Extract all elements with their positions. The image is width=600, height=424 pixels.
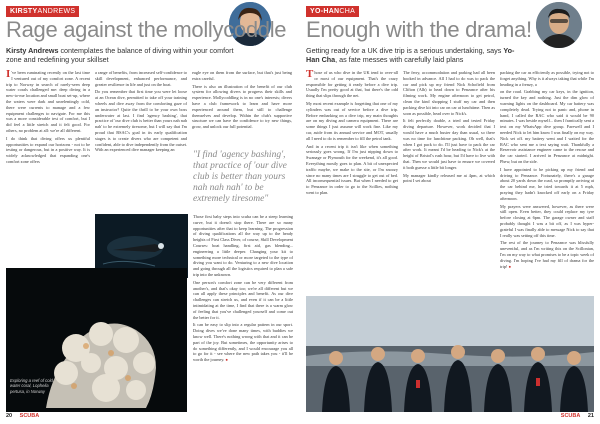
end-mark-icon: ●: [224, 357, 229, 363]
paragraph: a range of benefits, from increased self-confidence to skill development, enhanced performance, and greater resilience in life and just on the boat.: [95, 70, 187, 87]
page-footer-right: [561, 413, 594, 420]
divers-group-icon: [306, 296, 594, 412]
paragraph: I do think that diving offers us plentiful opportunities to expand our horizons - not to be testing or dangerous, but in a positive way. It is widely acknowledged that expanding one's comfort zone offers: [6, 135, 90, 164]
paragraph: My most recent example is forgetting that one of my cylinders was out of service before a dive trip. Before embarking on a dive trip, my main thoughts are on my diving and camera equipment. There are some things I just assume will work fine. Like my car, aside from its annual service and MOT, usually all I need to do is remember to fill the petrol tank.: [306, 100, 398, 141]
dropcap: I: [6, 70, 11, 80]
dropcap: T: [306, 70, 314, 80]
standfirst-author: Yo-Han Cha: [306, 46, 515, 65]
magazine-name-left: SCUBA: [19, 413, 40, 419]
paragraph: The ferry, accommodation and parking had all been booked in advance. All I had to do was to pack the car and pick up my friend Nick Schofield from Clifton (Alb) to head down to Penzance after his filming work. My engine afternoon to get petrol, clean the kind shopping I stuff my car and then packing dive kit into car on car at lunchtime. Then as soon as possible, head over to Nick's.: [403, 70, 495, 116]
paragraph: My manager kindly released me at 4pm, at which point I set about: [403, 172, 495, 184]
paragraph: Those first baby steps into scuba can be a steep learning curve, but it doesn't stop there. There are so many opportunities after that to keep learning. The progression of diving qualifications all the way up to the heady heights of First Class Diver, of course, Skill Development Courses: boat handling, first aid, gas blending... engineering a little deeper. Changing your kit to something more technical or more targeted to the type of diving you want to do. Venturing to a new dive location and going through all the logistics required to plan a safe trip into the unknown.: [193, 214, 293, 277]
photo-caption-left: Exploring a reef of cold water coral, Lophelia pertusa, in Norway: [10, 378, 53, 394]
paragraph: Those of us who dive in the UK tend to over-all or most of our equipment. That's the crazy responsible for getting it ready before a dive trip. Usually I'm pretty good at that, but there's the odd thing that slips through the net.: [306, 70, 398, 99]
paragraph: There is also an illustration of the benefit of our club system for allowing divers to progress their skills and experience. Mollycoddling is in no one's interests; divers have a club framework to learn and have more experienced around them, but still to challenge themselves and develop. Within the club's supportive structure we can have the confidence to try new things, grow, and unlock our full potential.: [192, 83, 292, 130]
paragraph: eagle eye on them from the surface, but that's just being extra careful.: [192, 70, 292, 81]
tag-last-name: CHA: [339, 8, 356, 15]
group-photo: [306, 296, 594, 412]
page-footer-left: [6, 413, 39, 420]
tag-first-name: YO-HAN: [310, 8, 340, 15]
column-4-left: [193, 214, 293, 412]
article-title-left: Rage against the mollycoddle: [6, 17, 287, 42]
column-1-right: [306, 70, 398, 294]
paragraph: And in a recent trip it isn't like when something seriously goes wrong. If I'm just nipping down to Swanage or Plymouth for the weekend, it's all good. Everything mostly goes to plan. A bit of unexpected traffic maybe, we make to the site, or I'm snoozy since no many times are I struggle to get out of bed. All inconsequential issues. But when I needed to get to Penzance in order to go to the Scillies, nothing went to plan.: [306, 143, 398, 195]
column-2-right: [403, 70, 495, 294]
paragraph: My prayers were answered, however, as there were still open. Even better, they could replace my tyre before closing at 6pm. The garage owner and staff probably thought I was a bit off, as I was hyper-grateful I was finally able to message Nick to say that I really was setting off this time.: [500, 203, 594, 238]
paragraph: Do you remember that first time you were let loose at an Ocean dive, permitted to take off your training wheels and dive away from the comforting gaze of an instructor? Quite the thrill to be your own boss underwater at last. I find 'agency bashing', that practice of 'our dive club is better than yours nah nah nah' to be extremely tiresome, but I will say that I'm proud that BSAC's goal in its early qualification stages is to create divers who are competent and confident, able to dive independently from the outset. With an experienced dive manager keeping an: [95, 89, 187, 153]
standfirst-text: contemplates the balance of diving within your comfort zone and redefining your skillset: [6, 46, 234, 65]
column-tag-right: [306, 6, 359, 17]
page-number-left: 20: [6, 413, 13, 419]
author-photo-yohan: [536, 2, 582, 48]
paragraph: One person's comfort zone can be very different from another's, and that's okay too; we're all different but we can all apply these principles and benefit. As our dive challenges can stretch us, and even if it can be a little intimidating at the time, I find that there is a warm glow of feeling that you've challenged yourself and come out the better for it.: [193, 279, 293, 320]
column-2-left: [95, 70, 187, 210]
paragraph: It felt perfectly doable, a tried and tested Friday diving departure. However, work decided that I would have a much busier day than usual, so there was no time for lunchtime packing. Oh well, that's when I got pack to do. I'll just have to pack the car after work. It meant I'd be heading to Nick's at the height of Bristol's rush hour, but I'd have to live with that. Then we would just have to ensure we covered it both guesse a little bit longer.: [403, 118, 495, 170]
paragraph: packing the car as efficiently as possible, trying not to forget anything. Why is it always taking that while I'm heading in a frenzy, a: [500, 70, 594, 87]
tag-last-name: ANDREWS: [37, 8, 76, 15]
page-number-right: 21: [587, 413, 594, 419]
article-title-right: Enough with the drama!: [306, 17, 532, 42]
paragraph: on the road. Grabbing my car keys, in the ignition, turned the key and nothing. Just the dim glow of warning lights on the dashboard. My car battery was completely dead. Trying not to panic and, phone in hand, I called the RAC who said it would be 90 minutes. I was beside myself... then I frantically sent a text on my WhatsApp dive group. Farewell and I needed Nick to let him know I was finally on my way. Nick set off. my battery went and I waited for the RAC who sent me a text saying wait. Thankfully a Reservoir assistance engineer came to the rescue and the car started. I arrived in Penzance at midnight. Phew, but on the side.: [500, 89, 594, 164]
column-3-left: [192, 70, 292, 146]
paragraph: It can be easy to slip into a regular pattern in our sport. Doing dives we've done many times, with buddies we know well. There's nothing wrong with that and it can be part of the joy. But sometimes, the opportunity arises to do something differently, and I would encourage you all to go for it - see where the new path takes you - it'll be worth the journey. ●: [193, 322, 293, 363]
paragraph: I 've been ruminating recently on the last time I ventured out of my comfort zone. A recent trip to Norway in search of rarely-seen deep water corals challenged me: deep diving in a new-to-me location and small boat set-up, where the waters were dark and unrelentingly cold, there were currents to manage and a few equipment challenges to navigate. For me this was a more considerable test of comfort, but I did feel a little stretch and it felt good. For others, no problem at all: we're all different.: [6, 70, 90, 133]
paragraph: I have appointed to be picking up my friend and driving to Penzance. Fortunately, there's a garage about 20 yards down the road, so promptly arriving at the car behind me, he tried towards it at 5 mph, praying they hadn't knocked off early on a Friday afternoon.: [500, 166, 594, 201]
pull-quote-left: "I find 'agency bashing', that practice of 'our dive club is better than yours nah nah nah' to be extremely tiresome": [193, 150, 287, 204]
portrait-icon: [536, 2, 582, 48]
tag-first-name: KIRSTY: [10, 8, 38, 15]
magazine-name-right: SCUBA: [560, 413, 581, 419]
standfirst-author: Kirsty Andrews: [6, 46, 59, 55]
paragraph: The rest of the journey to Penzance was blissfully uneventful, and as I'm writing this on the Scillonian, I'm on my way to what promises to be a topic week of diving. I'm hoping I've had my fill of drama for the trip! ●: [500, 240, 594, 269]
column-1-left: [6, 70, 90, 265]
column-3-right: [500, 70, 594, 294]
standfirst-right: Getting ready for a UK dive trip is a serious undertaking, says Yo-Han Cha, as fate messes with carefully laid plans: [306, 46, 515, 65]
column-tag-left: [6, 6, 79, 17]
end-mark-icon: ●: [507, 263, 512, 269]
standfirst-left: [6, 46, 251, 65]
